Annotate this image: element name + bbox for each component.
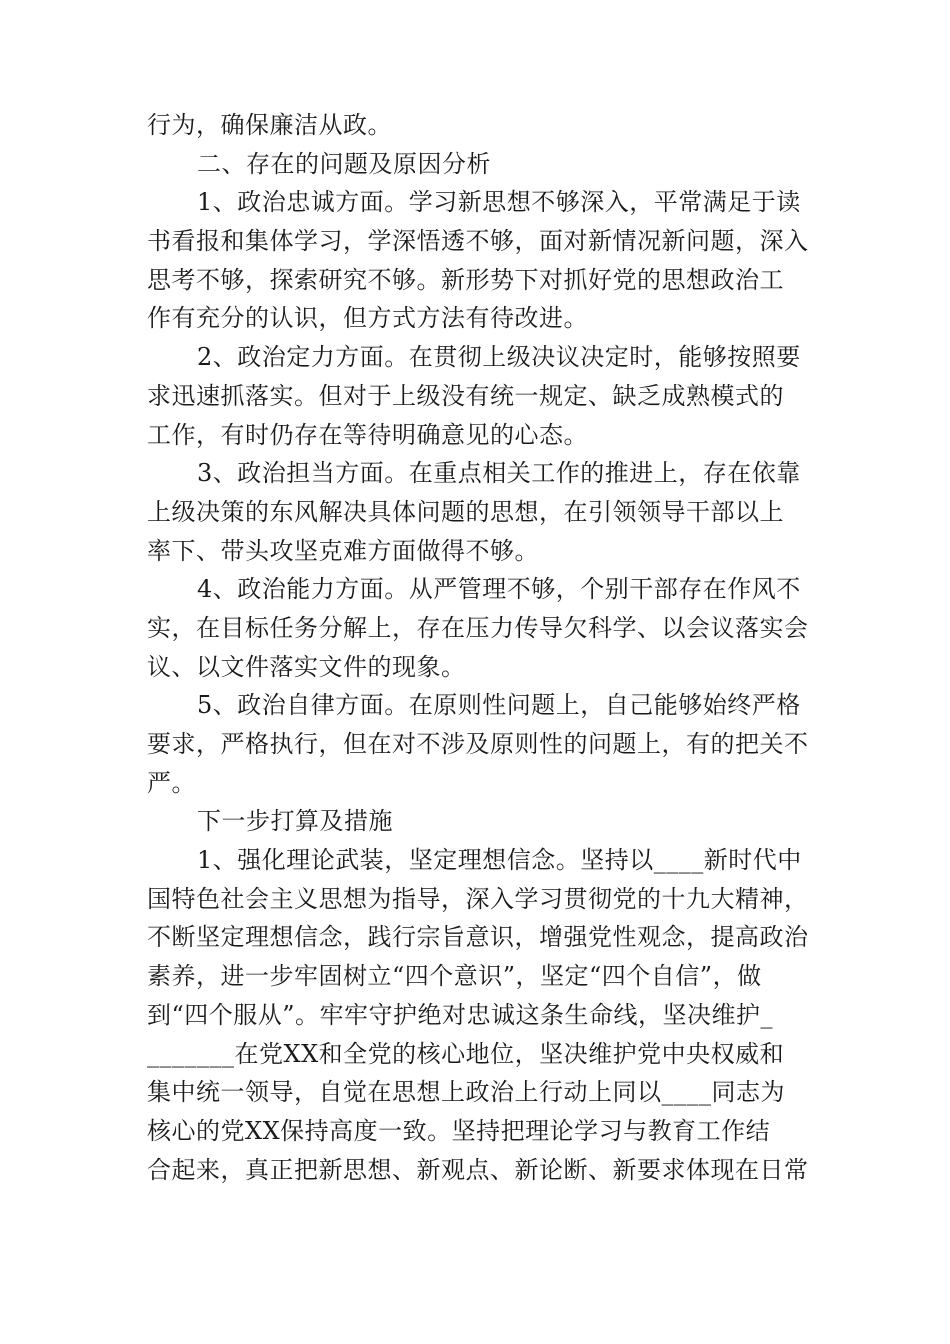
paragraph-line: 2、政治定力方面。在贯彻上级决议决定时，能够按照要	[197, 343, 801, 372]
section-heading: 二、存在的问题及原因分析	[197, 149, 491, 178]
paragraph-line: 实，在目标任务分解上，存在压力传导欠科学、以会议落实会	[147, 613, 809, 642]
paragraph-line: 1、强化理论武装，坚定理想信念。坚持以____新时代中	[197, 846, 802, 875]
paragraph-line: 核心的党XX保持高度一致。坚持把理论学习与教育工作结	[147, 1116, 771, 1145]
paragraph-line: 工作，有时仍存在等待明确意见的心态。	[147, 420, 588, 449]
section-heading: 下一步打算及措施	[197, 807, 393, 836]
paragraph-line: 不断坚定理想信念，践行宗旨意识，增强党性观念，提高政治	[147, 923, 809, 952]
paragraph-line: 率下、带头攻坚克难方面做得不够。	[147, 536, 539, 565]
paragraph-line: 书看报和集体学习，学深悟透不够，面对新情况新问题，深入	[147, 227, 809, 256]
document-body	[147, 106, 807, 1189]
paragraph-line: 思考不够，探索研究不够。新形势下对抓好党的思想政治工	[147, 265, 784, 294]
paragraph-line: 严。	[147, 768, 196, 797]
paragraph-line: 求迅速抓落实。但对于上级没有统一规定、缺乏成熟模式的	[147, 381, 784, 410]
paragraph-line: 素养，进一步牢固树立“四个意识”，坚定“四个自信”，做	[147, 962, 762, 991]
paragraph-line: 1、政治忠诚方面。学习新思想不够深入，平常满足于读	[197, 188, 801, 217]
paragraph-line: 到“四个服从”。牢牢守护绝对忠诚这条生命线，坚决维护_	[147, 1000, 774, 1029]
paragraph-line: 行为，确保廉洁从政。	[147, 111, 392, 139]
paragraph-line: 上级决策的东风解决具体问题的思想，在引领领导干部以上	[147, 497, 784, 526]
paragraph-line: 3、政治担当方面。在重点相关工作的推进上，存在依靠	[197, 459, 801, 488]
paragraph-line: 议、以文件落实文件的现象。	[147, 652, 466, 681]
paragraph-line: 5、政治自律方面。在原则性问题上，自己能够始终严格	[197, 691, 801, 720]
paragraph-line: 要求，严格执行，但在对不涉及原则性的问题上，有的把关不	[147, 730, 809, 758]
paragraph-line: _______在党XX和全党的核心地位，坚决维护党中央权威和	[147, 1039, 785, 1068]
paragraph-line: 作有充分的认识，但方式方法有待改进。	[147, 304, 588, 333]
paragraph-line: 集中统一领导，自觉在思想上政治上行动上同以____同志为	[147, 1078, 785, 1107]
paragraph-line: 国特色社会主义思想为指导，深入学习贯彻党的十九大精神，	[147, 884, 809, 913]
paragraph-line: 4、政治能力方面。从严管理不够，个别干部存在作风不	[197, 575, 801, 604]
paragraph-line: 合起来，真正把新思想、新观点、新论断、新要求体现在日常	[147, 1155, 809, 1184]
